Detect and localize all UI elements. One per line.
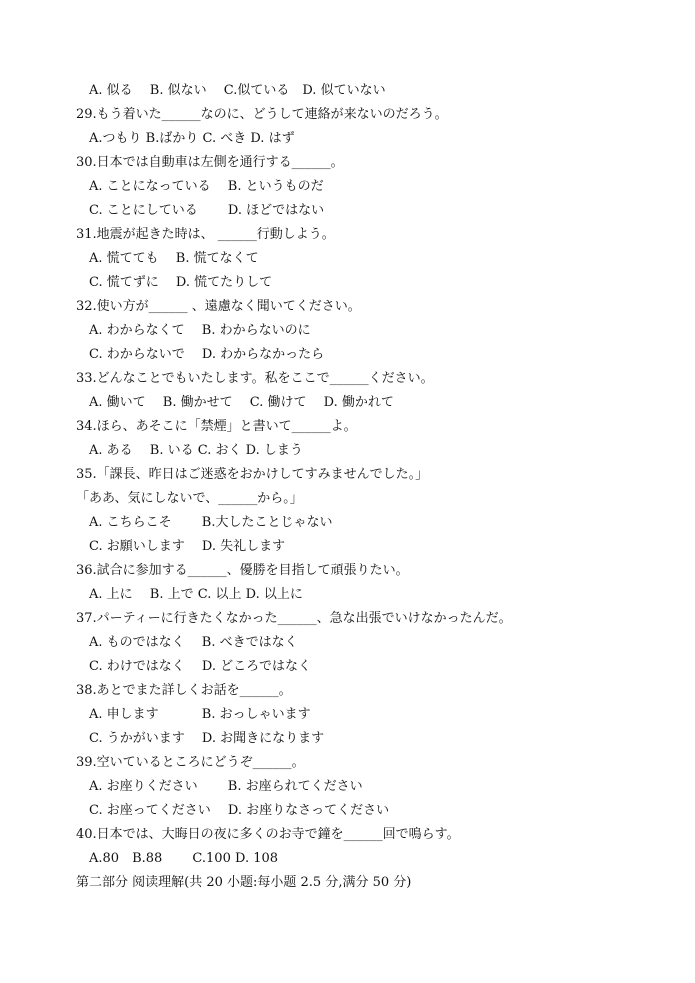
question-35-reply: 「ああ、気にしないで、______から。」 (76, 491, 303, 506)
option-line: C. お座ってください D. お座りなさってください (89, 803, 390, 818)
option-line: A. こちらこそ B.大したことじゃない (89, 515, 333, 530)
question-34: 34.ほら、あそこに「禁煙」と書いて______よ。 (76, 419, 357, 434)
option-line: A.つもり B.ばかり C. べき D. はず (89, 131, 295, 146)
option-line: A. 上に B. 上で C. 以上 D. 以上に (89, 587, 303, 602)
option-line: A.80 B.88 C.100 D. 108 (89, 851, 279, 866)
option-line: C. 慌てずに D. 慌てたりして (89, 275, 273, 290)
question-29: 29.もう着いた______なのに、どうして連絡が来ないのだろう。 (76, 107, 448, 122)
question-38: 38.あとでまた詳しくお話を______。 (76, 683, 292, 698)
question-35: 35.「課長、昨日はご迷惑をおかけしてすみませんでした。」 (76, 467, 429, 482)
option-line: C. ことにしている D. ほどではない (89, 203, 325, 218)
question-39: 39.空いているところにどうぞ______。 (76, 755, 305, 770)
option-line: A. わからなくて B. わからないのに (89, 323, 311, 338)
option-line: C. お願いします D. 失礼します (89, 539, 286, 554)
option-line: C. うかがいます D. お聞きになります (89, 731, 325, 746)
option-line: A. 慌てても B. 慌てなくて (89, 251, 259, 266)
question-33: 33.どんなことでもいたします。私をここで______ください。 (76, 371, 434, 386)
option-line: A. 働いて B. 働かせて C. 働けて D. 働かれて (89, 395, 394, 410)
question-32: 32.使い方が______ 、遠慮なく聞いてください。 (76, 299, 361, 314)
option-line: C. わけではなく D. どころではなく (89, 659, 311, 674)
option-line: A. お座りください B. お座られてください (89, 779, 363, 794)
question-30: 30.日本では自動車は左側を通行する______。 (76, 155, 344, 170)
option-line: A. 申します B. おっしゃいます (89, 707, 311, 722)
document-page (76, 79, 676, 895)
question-37: 37.パーティーに行きたくなかった______、急な出張でいけなかったんだ。 (76, 611, 512, 626)
option-line: C. わからないで D. わからなかったら (89, 347, 325, 362)
option-line: A. ものではなく B. べきではなく (89, 635, 298, 650)
option-line: A. ある B. いる C. おく D. しまう (89, 443, 303, 458)
question-31: 31.地震が起きた時は、 ______行動しよう。 (76, 227, 335, 242)
option-line: A. ことになっている B. というものだ (89, 179, 324, 194)
question-36: 36.試合に参加する______、優勝を目指して頑張りたい。 (76, 563, 409, 578)
option-line: A. 似る B. 似ない C.似ている D. 似ていない (89, 83, 386, 98)
section-heading: 第二部分 阅读理解(共 20 小题:每小题 2.5 分,满分 50 分) (76, 875, 412, 890)
question-40: 40.日本では、大晦日の夜に多くのお寺で鐘を______回で鳴らす。 (76, 827, 460, 842)
